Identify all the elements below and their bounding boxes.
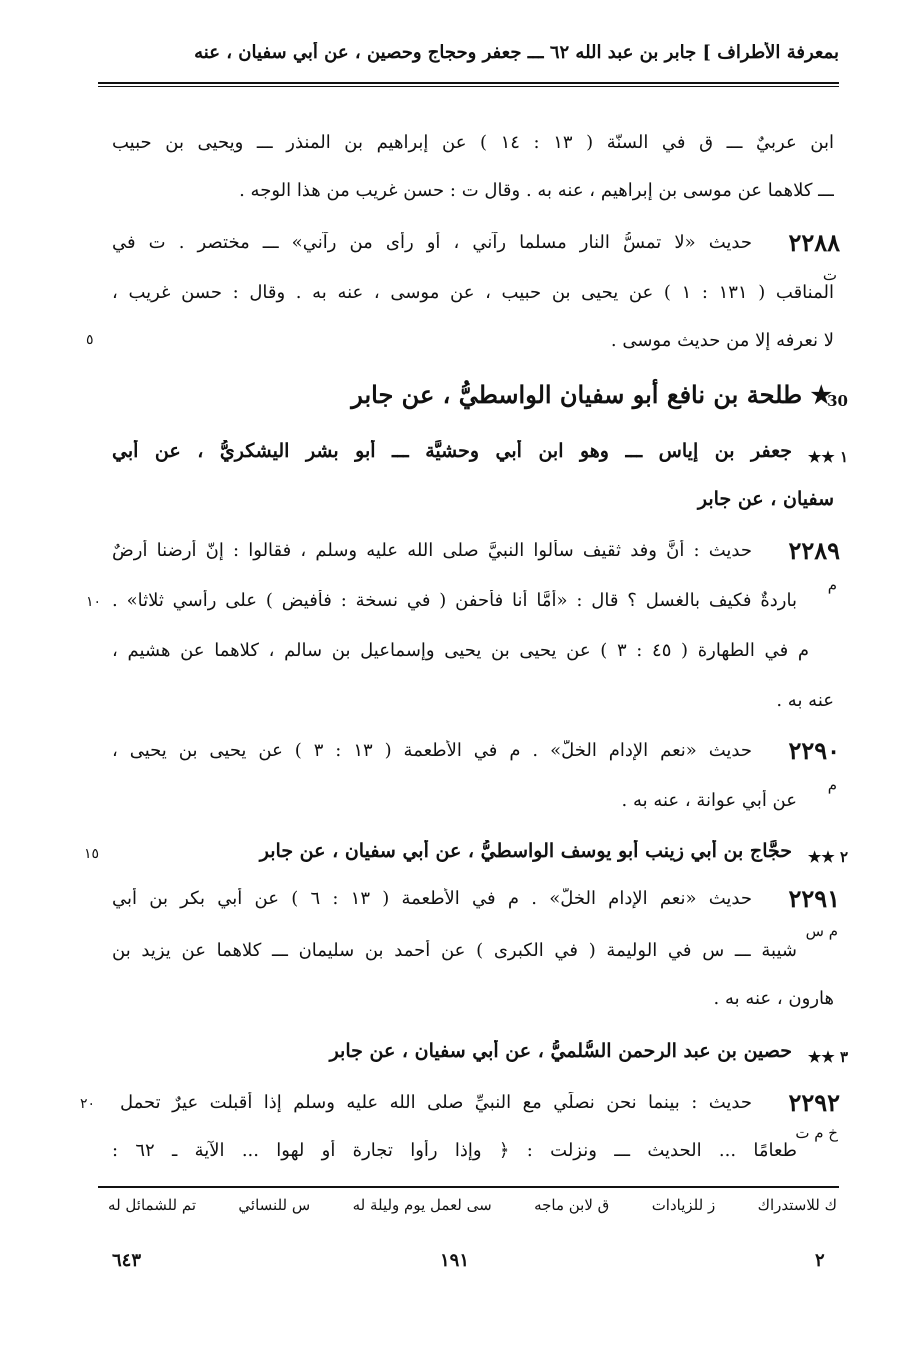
hadith-tag-2288: ت: [822, 266, 837, 284]
margin-line-number-10: ١٠: [86, 594, 102, 610]
text-line-12: حديث «نعم الإدام الخلُّ» . م في الأطعمة ( ١٣ : ٦ ) عن أبي بكر بن أبي: [112, 888, 752, 909]
running-header: بمعرفة الأطراف ] جابر بن عبد الله ٦٢ ـــ جعفر وحجاج وحصين ، عن أبي سفيان ، عنه: [194, 42, 839, 63]
sub-heading-1-line-a: جعفر بن إياس ـــ وهو ابن أبي وحشيَّة ـــ أبو بشر اليشكريُّ ، عن أبي: [112, 440, 792, 462]
hadith-number-2291: ٢٢٩١: [788, 884, 840, 913]
text-line-3: حديث «لا تمسُّ النار مسلما رآني ، أو رأى من رآني» ـــ مختصر . ت في: [112, 232, 752, 253]
text-line-2: ـــ كلاهما عن موسى بن إبراهيم ، عنه به . وقال ت : حسن غريب من هذا الوجه .: [239, 180, 834, 201]
hadith-tag-2290: م: [827, 776, 837, 794]
hadith-tag-2292: خ م ت: [795, 1124, 838, 1142]
legend-item: س للنسائي: [238, 1196, 311, 1214]
hadith-tag-2289: م: [827, 576, 837, 594]
sub-number-1: ١ ★★: [807, 448, 848, 466]
text-line-7: باردةٌ فكيف بالغسل ؟ قال : «أمَّا أنا فأحفن ( في نسخة : فأفيض ) على رأسي ثلاثا» .: [112, 590, 797, 611]
legend-item: ك للاستدراك: [757, 1196, 837, 1214]
volume-number: ٢: [815, 1250, 825, 1271]
section-heading-30: ★ طلحة بن نافع أبو سفيان الواسطيُّ ، عن جابر: [351, 380, 832, 409]
header-rule-thin: [98, 86, 839, 87]
section-number-30: 30: [827, 392, 848, 410]
sub-number-2: ٢ ★★: [807, 848, 848, 866]
sub-heading-1-line-b: سفيان ، عن جابر: [697, 488, 834, 510]
legend-item: ز للزيادات: [651, 1196, 716, 1214]
text-line-11: عن أبي عوانة ، عنه به .: [621, 790, 797, 811]
hadith-number-2290: ٢٢٩٠: [788, 736, 840, 765]
text-line-10: حديث «نعم الإدام الخلُّ» . م في الأطعمة ( ١٣ : ٣ ) عن يحيى بن يحيى ،: [112, 740, 752, 761]
text-line-13: شيبة ـــ س في الوليمة ( في الكبرى ) عن أحمد بن سليمان ـــ كلاهما عن يزيد بن: [112, 940, 797, 961]
text-line-9: عنه به .: [776, 690, 834, 711]
hadith-number-2289: ٢٢٨٩: [788, 536, 840, 565]
legend-item: ق لابن ماجه: [534, 1196, 610, 1214]
legend-item: سى لعمل يوم وليلة له: [352, 1196, 492, 1214]
hadith-number-2288: ٢٢٨٨: [788, 228, 840, 257]
margin-line-number-20: ٢٠: [80, 1096, 96, 1112]
text-line-6: حديث : أنَّ وفد ثقيف سألوا النبيَّ صلى الله عليه وسلم ، فقالوا : إنّ أرضنا أرضٌ: [112, 540, 752, 561]
text-line-8: م في الطهارة ( ٤٥ : ٣ ) عن يحيى بن يحيى وإسماعيل بن سالم ، كلاهما عن هشيم ،: [112, 640, 809, 661]
text-line-16: طعامًا ... الحديث ـــ ونزلت : ﴿ وإذا رأوا تجارة أو لهوا ... الآية ـ ٦٢ :: [112, 1140, 797, 1161]
sub-heading-3: حصين بن عبد الرحمن السُّلميُّ ، عن أبي سفيان ، عن جابر: [329, 1040, 792, 1062]
hadith-tag-2291: م س: [805, 922, 838, 940]
sub-heading-2: حجَّاج بن أبي زينب أبو يوسف الواسطيُّ ، عن أبي سفيان ، عن جابر: [259, 840, 792, 862]
text-line-14: هارون ، عنه به .: [713, 988, 834, 1009]
text-line-5: لا نعرفه إلا من حديث موسى .: [610, 330, 834, 351]
legend-item: تم للشمائل له: [108, 1196, 197, 1214]
hadith-number-2292: ٢٢٩٢: [788, 1088, 840, 1117]
header-rule: [98, 82, 839, 84]
text-line-4: المناقب ( ١٣١ : ١ ) عن يحيى بن حبيب ، عن موسى ، عنه به . وقال : حسن غريب ،: [112, 282, 834, 303]
signature-number: ١٩١: [440, 1250, 470, 1271]
abbreviation-legend: [108, 1196, 837, 1222]
text-line-15: حديث : بينما نحن نصلِّي مع النبيِّ صلى الله عليه وسلم إذا أقبلت عيرٌ تحمل: [120, 1092, 752, 1113]
text-line-1: ابن عربيٌ ـــ ق في السنّة ( ١٣ : ١٤ ) عن إبراهيم بن المنذر ـــ ويحيى بن حبيب: [112, 132, 834, 153]
footnote-rule: [98, 1186, 839, 1188]
margin-line-number-15: ١٥: [84, 846, 100, 862]
page-number: ٦٤٣: [112, 1250, 142, 1271]
margin-line-number-5: ٥: [86, 332, 94, 348]
sub-number-3: ٣ ★★: [807, 1048, 848, 1066]
